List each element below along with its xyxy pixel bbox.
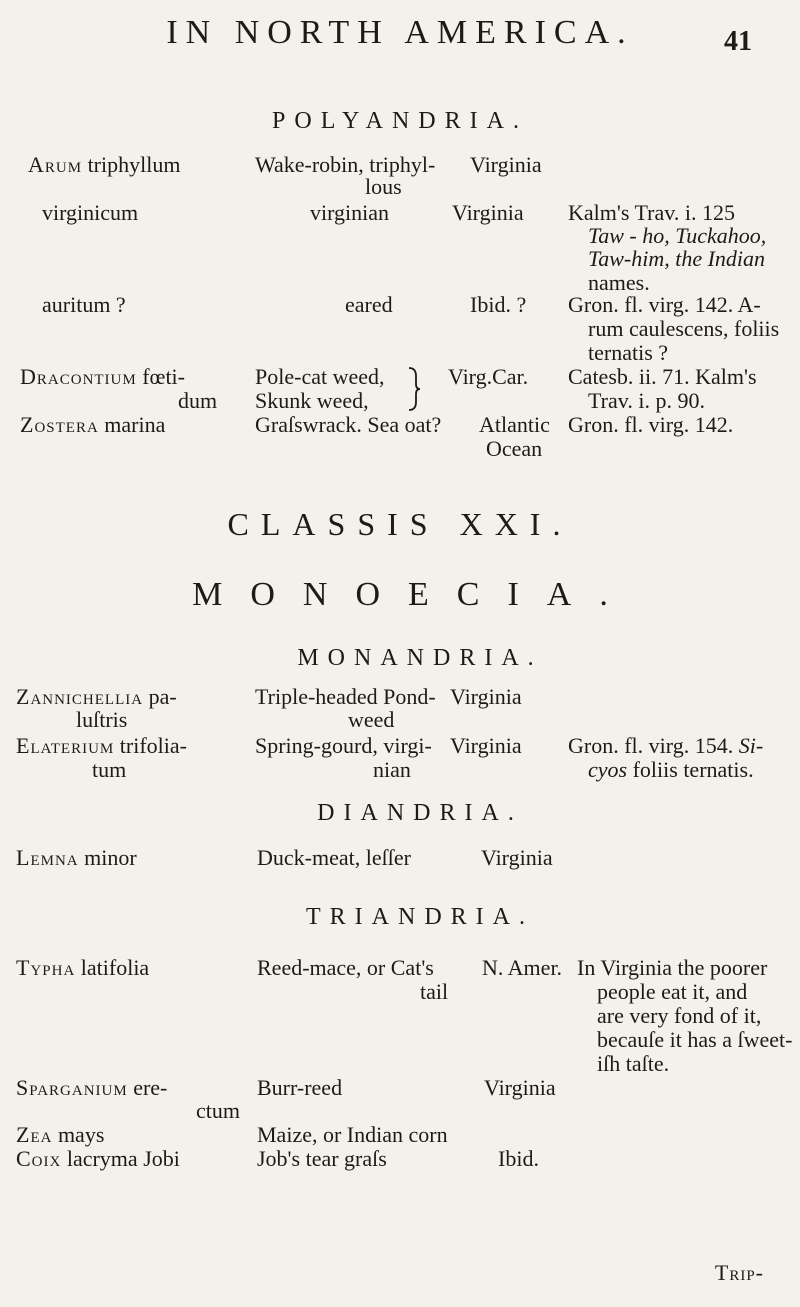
common-name: virginian [310, 200, 390, 225]
locality: Virginia [450, 684, 522, 709]
species-name: triphyllum [87, 152, 181, 177]
running-title: IN NORTH AMERICA. [166, 14, 634, 51]
locality: Virginia [481, 845, 553, 870]
genus-name: Coix [16, 1146, 62, 1171]
locality: N. Amer. [482, 955, 563, 980]
species-name-continued: luſtris [76, 707, 128, 732]
common-name: Maize, or Indian corn [257, 1122, 448, 1147]
class-name-heading: MONOECIA. [192, 576, 636, 613]
common-name-continued: nian [373, 757, 411, 782]
note-line: In Virginia the poorer [577, 955, 768, 980]
note-line: becauſe it has a ſweet- [597, 1027, 793, 1052]
genus-name: Zostera [20, 412, 99, 437]
section-heading-polyandria: POLYANDRIA. [272, 108, 528, 134]
common-name: eared [345, 292, 393, 317]
genus-name: Zannichellia [16, 684, 144, 709]
note-italic: cyos [588, 757, 628, 782]
locality: Ibid. ? [470, 292, 527, 317]
latin-name [16, 733, 187, 758]
note-line: Trav. i. p. 90. [588, 388, 705, 413]
latin-name [16, 955, 149, 980]
species-name: auritum ? [42, 292, 126, 317]
latin-name [16, 1122, 104, 1147]
catchword: Trip- [714, 1260, 764, 1285]
latin-name [16, 1075, 167, 1100]
section-heading-triandria: TRIANDRIA. [306, 904, 534, 930]
common-name-continued: tail [420, 979, 449, 1004]
note-line: Taw-him, the Indian [588, 246, 766, 271]
genus-name: Dracontium [20, 364, 137, 389]
note-line: ternatis ? [588, 340, 669, 365]
genus-name: Sparganium [16, 1075, 128, 1100]
note-line: iſh taſte. [597, 1051, 670, 1076]
note-line [588, 757, 754, 782]
common-name: Pole-cat weed, [255, 364, 385, 389]
locality: Virginia [452, 200, 524, 225]
locality: Ibid. [498, 1146, 539, 1171]
species-name: virginicum [42, 200, 139, 225]
species-name: latifolia [80, 955, 150, 980]
locality: Virginia [450, 733, 522, 758]
common-name: Job's tear graſs [257, 1146, 387, 1171]
note-line: Kalm's Trav. i. 125 [568, 200, 735, 225]
latin-name [20, 412, 165, 437]
page-number: 41 [724, 26, 752, 57]
species-name: marina [104, 412, 166, 437]
species-name: minor [84, 845, 137, 870]
species-name: fœti- [142, 364, 185, 389]
common-name: Wake-robin, triphyl- [255, 152, 436, 177]
note-line: Catesb. ii. 71. Kalm's [568, 364, 757, 389]
note-text: Gron. fl. virg. 154. [568, 733, 734, 758]
genus-name: Typha [16, 955, 76, 980]
common-name-continued: weed [348, 707, 395, 732]
locality: Atlantic [479, 412, 550, 437]
note-line: people eat it, and [597, 979, 748, 1004]
note-line: Taw - ho, Tuckahoo, [588, 223, 767, 248]
latin-name [16, 1146, 180, 1171]
common-name: Skunk weed, [255, 388, 369, 413]
common-name: Triple-headed Pond- [255, 684, 436, 709]
note-line: Gron. fl. virg. 142. [568, 412, 734, 437]
locality: Virginia [484, 1075, 556, 1100]
locality: Virg.Car. [448, 364, 529, 389]
section-heading-monandria: MONANDRIA. [297, 645, 543, 671]
species-name-continued: dum [178, 388, 218, 413]
common-name: Spring-gourd, virgi- [255, 733, 432, 758]
note-line [568, 733, 763, 758]
species-name: mays [57, 1122, 105, 1147]
note-text: foliis ternatis. [632, 757, 754, 782]
genus-name: Elaterium [16, 733, 115, 758]
locality-continued: Ocean [486, 436, 543, 461]
latin-name [16, 845, 137, 870]
species-name-continued: ctum [196, 1098, 240, 1123]
species-name: lacryma Jobi [66, 1146, 180, 1171]
common-name: Graſswrack. Sea oat? [255, 412, 442, 437]
note-line: names. [588, 270, 650, 295]
species-name: ere- [133, 1075, 168, 1100]
common-name: Burr-reed [257, 1075, 343, 1100]
brace-mark [406, 366, 422, 412]
genus-name: Zea [16, 1122, 53, 1147]
class-heading: CLASSIS XXI. [227, 506, 573, 542]
latin-name [16, 684, 177, 709]
locality: Virginia [470, 152, 542, 177]
common-name-continued: lous [365, 174, 402, 199]
species-name: pa- [148, 684, 177, 709]
section-heading-diandria: DIANDRIA. [317, 800, 523, 826]
note-line: rum caulescens, foliis [588, 316, 780, 341]
note-line: Gron. fl. virg. 142. A- [568, 292, 761, 317]
genus-name: Lemna [16, 845, 79, 870]
latin-name [20, 364, 185, 389]
species-name-continued: tum [92, 757, 127, 782]
latin-name [28, 152, 243, 177]
species-name: trifolia- [119, 733, 187, 758]
common-name: Reed-mace, or Cat's [257, 955, 434, 980]
note-italic: Si- [738, 733, 764, 758]
note-line: are very fond of it, [597, 1003, 762, 1028]
common-name: Duck-meat, leſſer [257, 845, 411, 870]
genus-name: Arum [28, 152, 83, 177]
